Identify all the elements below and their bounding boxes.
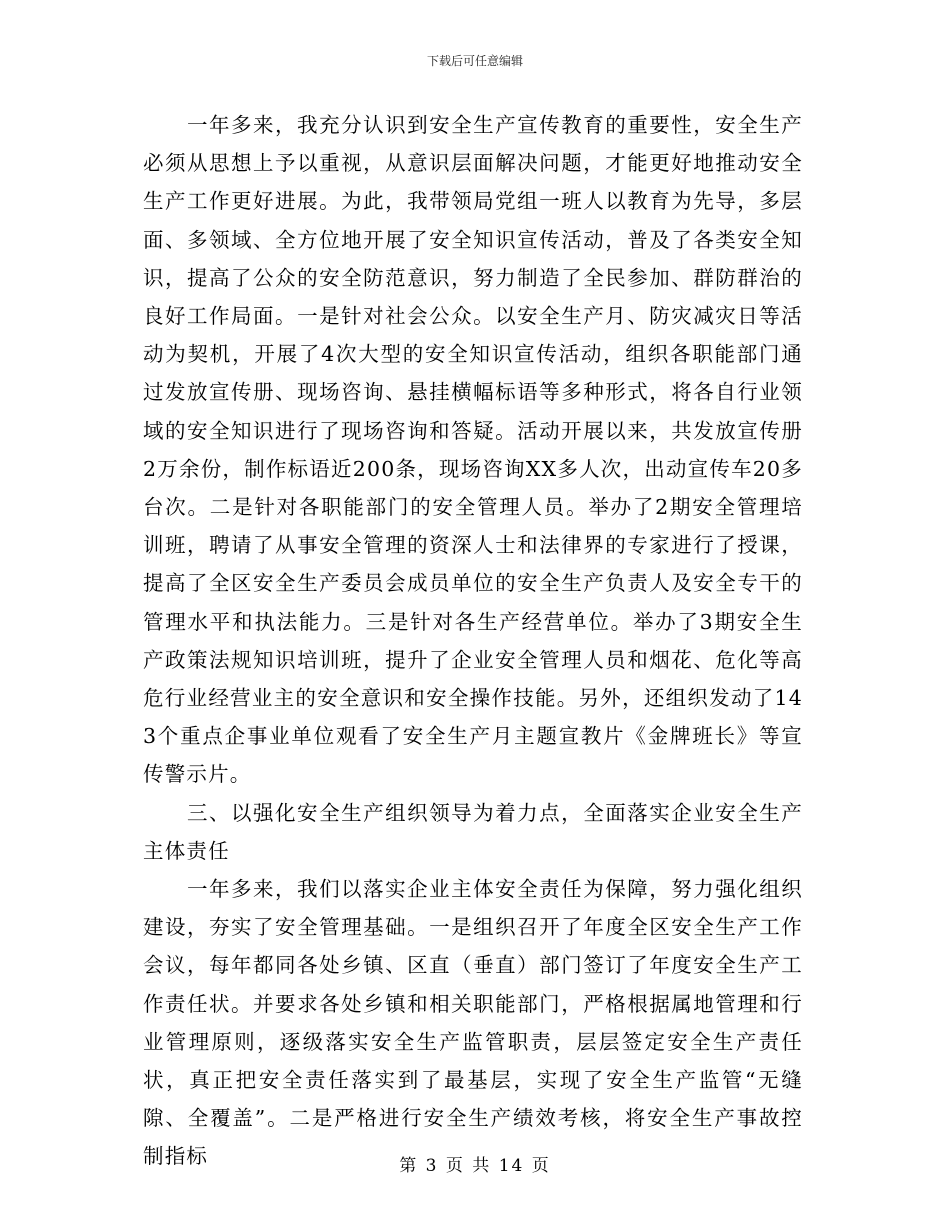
body-paragraph-2: 一年多来，我们以落实企业主体安全责任为保障，努力强化组织建设，夯实了安全管理基础。一是组织召开了年度全区安全生产工作会议，每年都同各处乡镇、区直（垂直）部门签订了年度安全生产工作责任状。并要求各处乡镇和相关职能部门，严格根据属地管理和行业管理原则，逐级落实安全生产监管职责，层层签定安全生产责任状，真正把安全责任落实到了最基层，实现了安全生产监管“无缝隙、全覆盖”。二是严格进行安全生产绩效考核，将安全生产事故控制指标 [143,877,803,1169]
section-heading: 三、以强化安全生产组织领导为着力点，全面落实企业安全生产主体责任 [143,800,803,863]
page-number: 第 3 页 共 14 页 [399,1156,551,1176]
body-paragraph-1: 一年多来，我充分认识到安全生产宣传教育的重要性，安全生产必须从思想上予以重视，从意识层面解决问题，才能更好地推动安全生产工作更好进展。为此，我带领局党组一班人以教育为先导，多层面、多领域、全方位地开展了安全知识宣传活动，普及了各类安全知识，提高了公众的安全防范意识，努力制造了全民参加、群防群治的良好工作局面。一是针对社会公众。以安全生产月、防灾减灾日等活动为契机，开展了4次大型的安全知识宣传活动，组织各职能部门通过发放宣传册、现场咨询、悬挂横幅标语等多种形式，将各自行业领域的安全知识进行了现场咨询和答疑。活动开展以来，共发放宣传册2万余份，制作标语近200条，现场咨询XX多人次，出动宣传车20多台次。二是针对各职能部门的安全管理人员。举办了2期安全管理培训班，聘请了从事安全管理的资深人士和法律界的专家进行了授课，提高了全区安全生产委员会成员单位的安全生产负责人及安全专干的管理水平和执法能力。三是针对各生产经营单位。举办了3期安全生产政策法规知识培训班，提升了企业安全管理人员和烟花、危化等高危行业经营业主的安全意识和安全操作技能。另外，还组织发动了143个重点企事业单位观看了安全生产月主题宣教片《金牌班长》等宣传警示片。 [143,113,803,787]
page-header-note: 下载后可任意编辑 [426,54,523,68]
document-body [143,106,803,1176]
